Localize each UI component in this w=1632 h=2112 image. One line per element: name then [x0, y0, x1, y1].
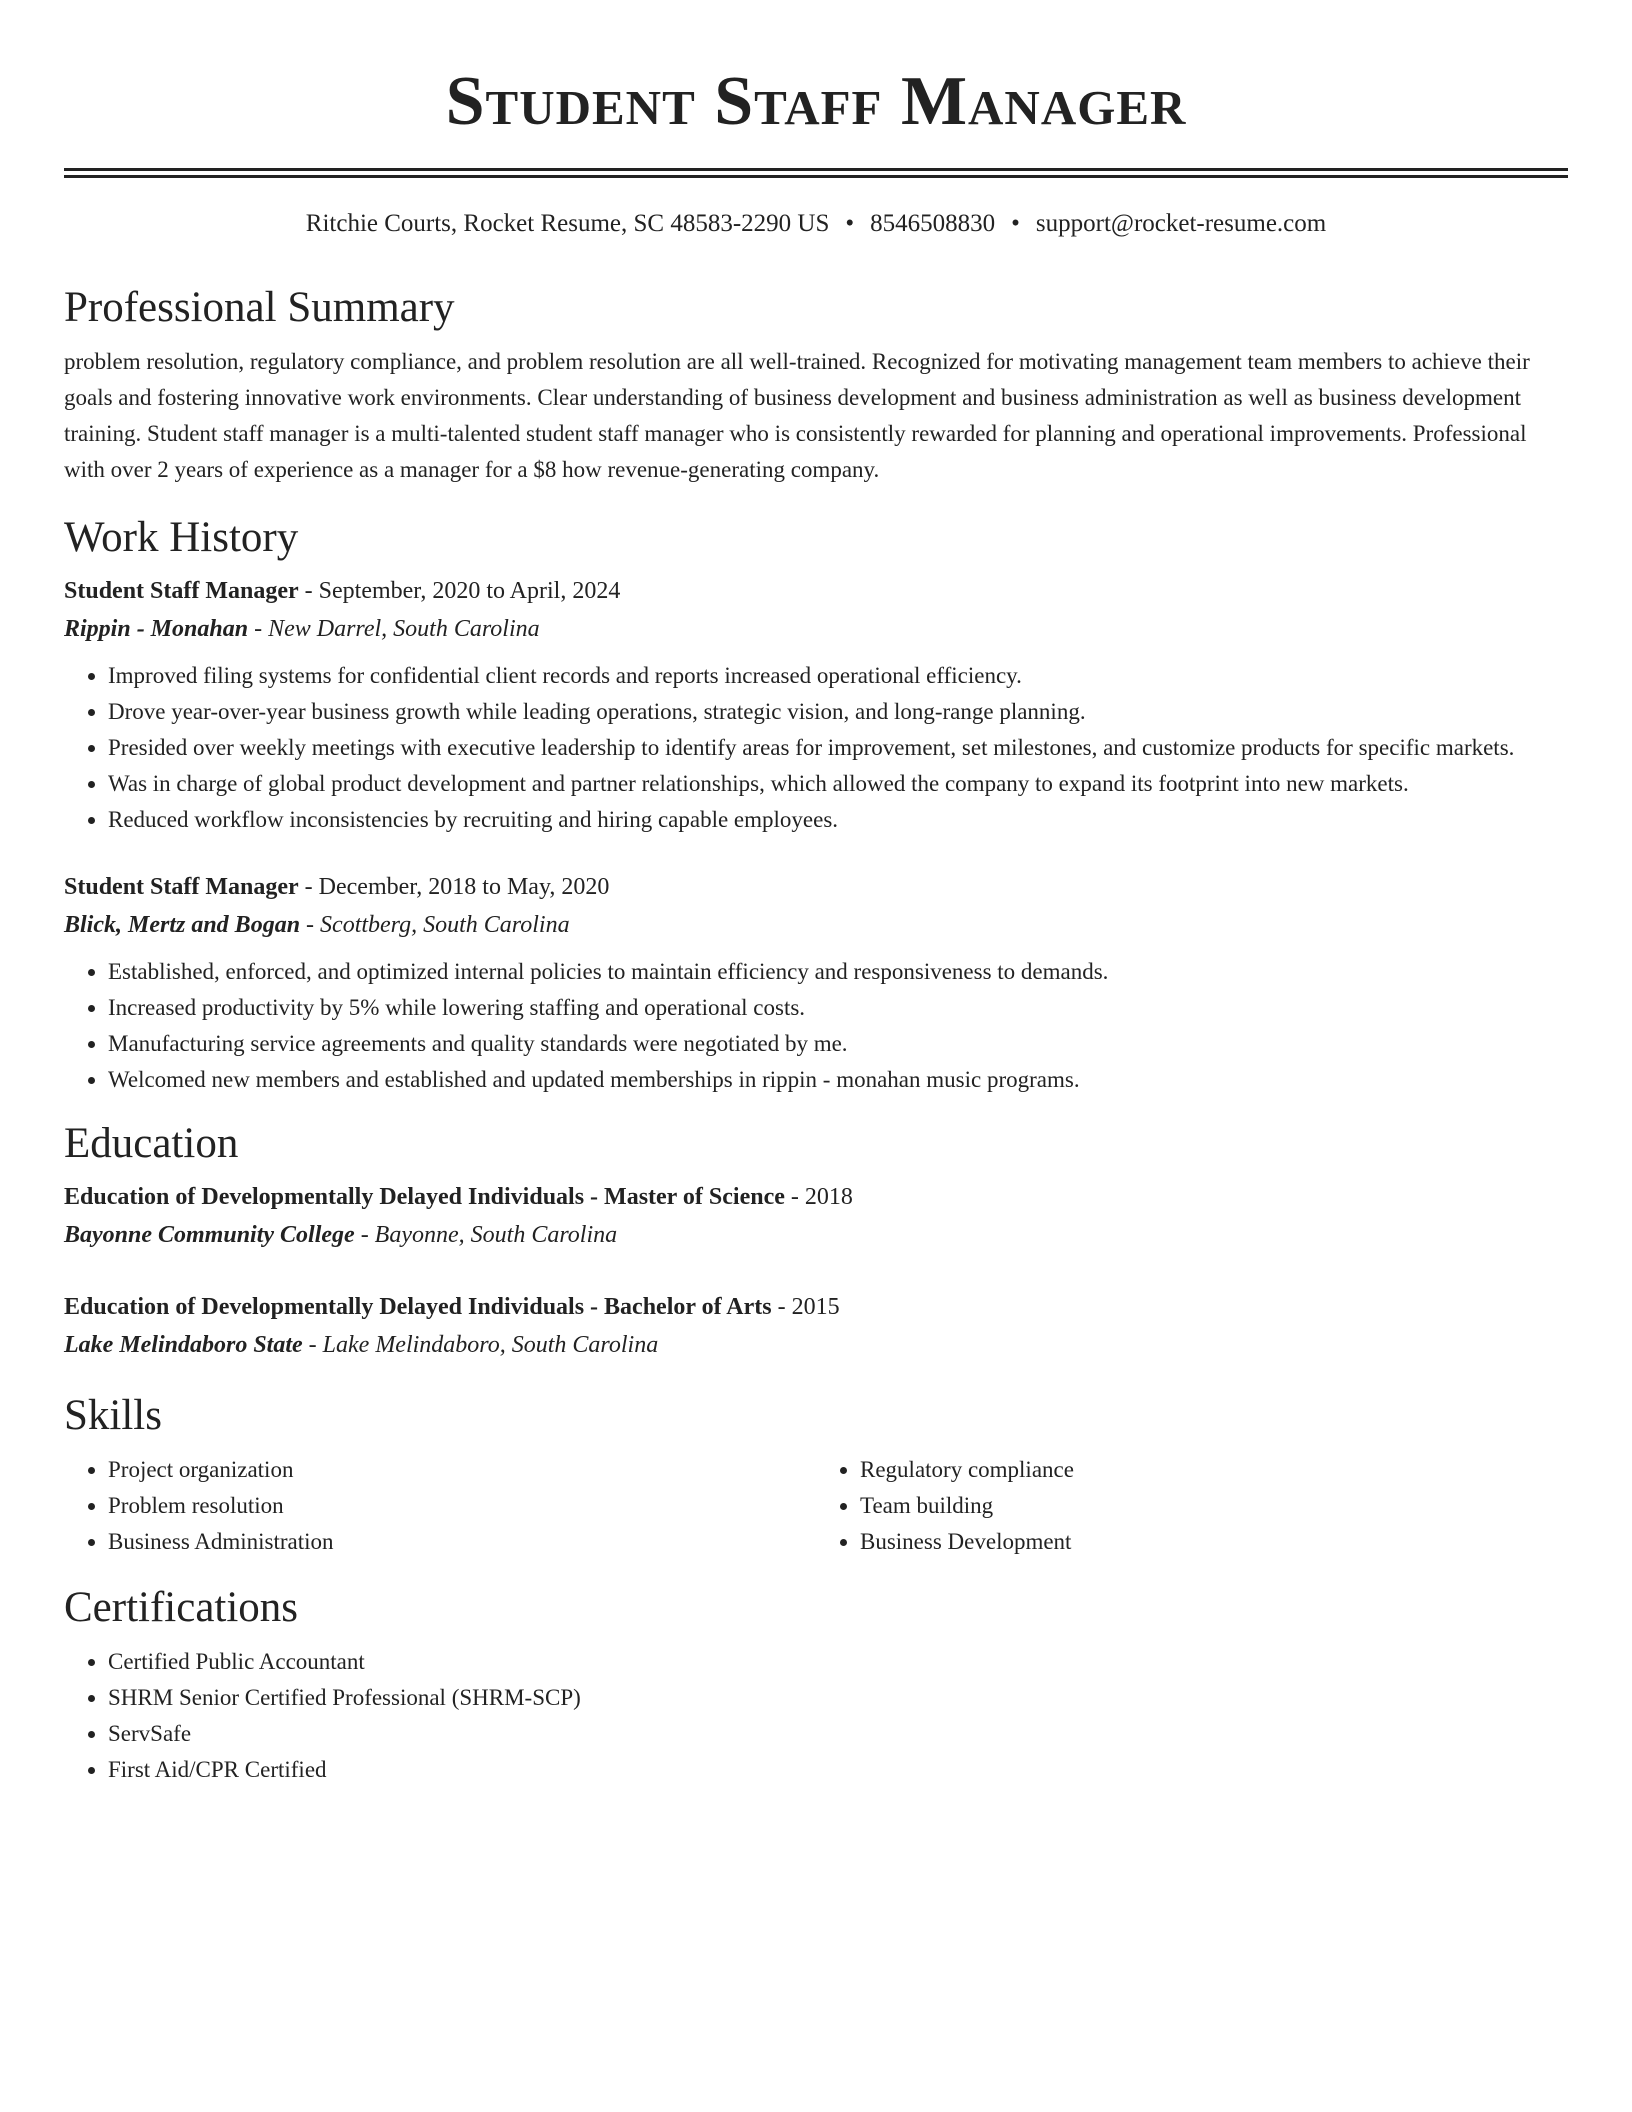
- certification-item: • First Aid/CPR Certified: [108, 1752, 1568, 1788]
- list-item: • Welcomed new members and established and updated memberships in rippin - monahan music programs.: [108, 1062, 1568, 1098]
- job-dates: - September, 2020 to April, 2024: [298, 578, 621, 604]
- section-heading-certifications: Certifications: [64, 1584, 299, 1631]
- list-item: • Presided over weekly meetings with executive leadership to identify areas for improvement, set milestones, and customize products for specific markets.: [108, 730, 1568, 766]
- skills-list: [64, 1442, 1568, 1560]
- skills-column-left: [64, 1452, 816, 1560]
- section-heading-work: Work History: [64, 514, 299, 561]
- certification-item: • Certified Public Accountant: [108, 1644, 1568, 1680]
- education-year: - 2015: [771, 1294, 840, 1320]
- education-degree: Education of Developmentally Delayed Individuals - Master of Science: [64, 1184, 785, 1210]
- job-entry: [64, 868, 1568, 1098]
- job-company: Blick, Mertz and Bogan: [64, 912, 301, 938]
- education-entry: [64, 1288, 1568, 1364]
- job-role: Student Staff Manager: [64, 578, 299, 604]
- skill-item: • Team building: [860, 1488, 1568, 1524]
- job-bullets: [64, 954, 1568, 1098]
- education-school: Bayonne Community College: [64, 1222, 355, 1248]
- education-school: Lake Melindaboro State: [64, 1332, 303, 1358]
- skill-item: • Regulatory compliance: [860, 1452, 1568, 1488]
- job-location: - New Darrel, South Carolina: [248, 616, 540, 642]
- certification-item: • SHRM Senior Certified Professional (SHRM-SCP): [108, 1680, 1568, 1716]
- contact-address: Ritchie Courts, Rocket Resume, SC 48583-2290 US: [305, 210, 830, 237]
- skill-item: • Business Development: [860, 1524, 1568, 1560]
- job-bullets: [64, 658, 1568, 838]
- skill-item: • Problem resolution: [108, 1488, 816, 1524]
- education-location: - Lake Melindaboro, South Carolina: [302, 1332, 659, 1358]
- job-location: - Scottberg, South Carolina: [300, 912, 570, 938]
- contact-email: support@rocket-resume.com: [1035, 210, 1327, 237]
- section-heading-education: Education: [64, 1120, 239, 1167]
- skill-item: • Project organization: [108, 1452, 816, 1488]
- section-heading-summary: Professional Summary: [64, 284, 455, 331]
- skills-column-right: [816, 1452, 1568, 1560]
- education-location: - Bayonne, South Carolina: [354, 1222, 618, 1248]
- title-divider: [64, 168, 1568, 178]
- list-item: • Improved filing systems for confidential client records and reports increased operational efficiency.: [108, 658, 1568, 694]
- contact-separator: •: [845, 210, 855, 237]
- list-item: • Established, enforced, and optimized internal policies to maintain efficiency and responsiveness to demands.: [108, 954, 1568, 990]
- list-item: • Was in charge of global product development and partner relationships, which allowed the company to expand its footprint into new markets.: [108, 766, 1568, 802]
- resume-title: Student Staff Manager: [445, 63, 1187, 140]
- job-role: Student Staff Manager: [64, 874, 299, 900]
- certification-item: • ServSafe: [108, 1716, 1568, 1752]
- education-entry: [64, 1178, 1568, 1254]
- job-dates: - December, 2018 to May, 2020: [298, 874, 610, 900]
- job-entry: [64, 572, 1568, 838]
- contact-phone: 8546508830: [870, 210, 996, 237]
- list-item: • Increased productivity by 5% while lowering staffing and operational costs.: [108, 990, 1568, 1026]
- summary-text: problem resolution, regulatory compliance, and problem resolution are all well-trained. Recognized for motivating management team members to achieve their goals and fostering innovative work environments. Clear understanding of business development and business administration as well as business development training. Student staff manager is a multi-talented student staff manager who is consistently rewarded for planning and operational improvements. Professional with over 2 years of experience as a manager for a $8 how revenue-generating company.: [64, 349, 1530, 482]
- education-year: - 2018: [784, 1184, 853, 1210]
- list-item: • Manufacturing service agreements and quality standards were negotiated by me.: [108, 1026, 1568, 1062]
- section-heading-skills: Skills: [64, 1392, 162, 1439]
- skill-item: • Business Administration: [108, 1524, 816, 1560]
- list-item: • Drove year-over-year business growth while leading operations, strategic vision, and long-range planning.: [108, 694, 1568, 730]
- list-item: • Reduced workflow inconsistencies by recruiting and hiring capable employees.: [108, 802, 1568, 838]
- education-degree: Education of Developmentally Delayed Individuals - Bachelor of Arts: [64, 1294, 772, 1320]
- job-company: Rippin - Monahan: [64, 616, 249, 642]
- certifications-list: [64, 1644, 1568, 1788]
- contact-line: [64, 208, 1568, 240]
- contact-separator: •: [1011, 210, 1020, 237]
